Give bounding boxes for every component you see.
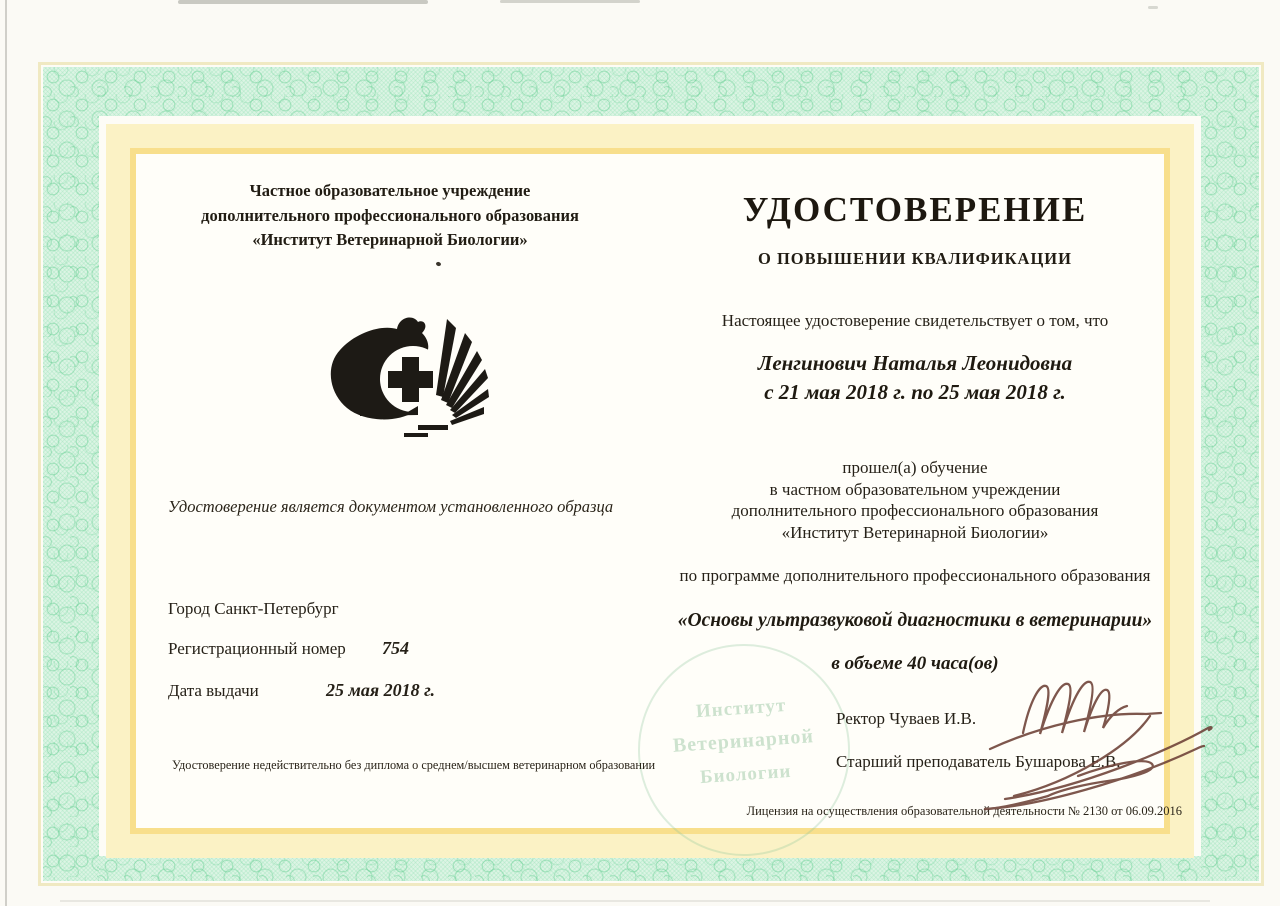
guilloche-border-bottom [43, 856, 1259, 881]
registration-number: 754 [382, 638, 409, 658]
training-line: в частном образовательном учреждении [769, 479, 1061, 499]
program-volume: в объеме 40 часа(ов) [831, 653, 999, 674]
scan-artifact [178, 0, 428, 4]
issuer-name-block [160, 179, 620, 253]
guilloche-border-left [43, 67, 99, 881]
statement-line: Настоящее удостоверение свидетельствует о том, что [721, 311, 1109, 330]
stamp-text-line: Институт [695, 694, 787, 723]
issuer-line: дополнительного профессионального образования [201, 205, 579, 225]
scan-artifact [1148, 6, 1158, 9]
issuer-line: Частное образовательное учреждение [249, 181, 531, 200]
validity-footnote: Удостоверение недействительно без диплома о среднем/высшем ветеринарном образовании [172, 758, 656, 772]
certificate-subtitle: О ПОВЫШЕНИИ КВАЛИФИКАЦИИ [758, 249, 1072, 268]
registration-label: Регистрационный номер [168, 639, 346, 658]
training-period: с 21 мая 2018 г. по 25 мая 2018 г. [764, 380, 1066, 404]
issue-date-label: Дата выдачи [168, 681, 259, 700]
holder-name: Ленгинович Наталья Леонидовна [757, 351, 1073, 375]
scan-artifact [60, 900, 1210, 902]
scan-artifact [500, 0, 640, 3]
issue-date-value: 25 мая 2018 г. [326, 680, 436, 700]
teacher-signature-label: Старший преподаватель Бушарова Е.В. [836, 752, 1121, 771]
stamp-text-line: Биологии [699, 760, 793, 789]
issue-date-row [168, 681, 588, 701]
document-note: Удостоверение является документом установленного образца [168, 497, 614, 516]
certificate-title: УДОСТОВЕРЕНИЕ [742, 190, 1088, 229]
program-intro: по программе дополнительного профессионального образования [679, 566, 1151, 585]
registration-row [168, 639, 588, 659]
issuer-line: «Институт Ветеринарной Биологии» [252, 230, 528, 249]
guilloche-border-right [1201, 67, 1259, 881]
training-description-block [656, 457, 1174, 543]
training-line: прошел(а) обучение [842, 458, 988, 477]
rector-signature-label: Ректор Чуваев И.В. [836, 709, 977, 728]
stamp-text-line: Ветеринарной [672, 725, 815, 757]
training-line: «Институт Ветеринарной Биологии» [781, 522, 1049, 542]
program-name: «Основы ультразвуковой диагностики в ветеринарии» [677, 610, 1153, 631]
bird-crescent-cross-fan-logo-icon [300, 303, 490, 443]
scan-edge-shadow [5, 0, 7, 906]
guilloche-border-top [43, 67, 1259, 116]
license-line: Лицензия на осуществления образовательной деятельности № 2130 от 06.09.2016 [746, 804, 1182, 818]
training-line: дополнительного профессионального образования [731, 501, 1099, 520]
city-line: Город Санкт-Петербург [168, 599, 339, 618]
